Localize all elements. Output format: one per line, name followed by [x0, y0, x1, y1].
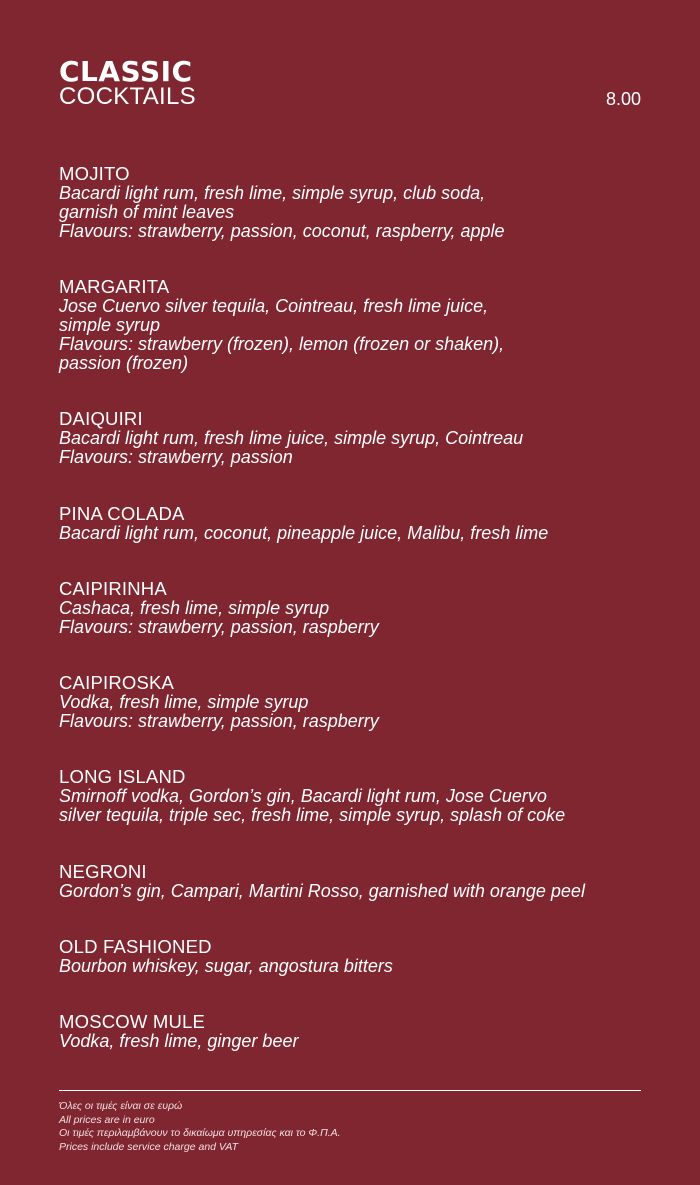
cocktail-description-line: Jose Cuervo silver tequila, Cointreau, fresh lime juice, [59, 296, 489, 316]
cocktail-flavours-line: Flavours: strawberry, passion, raspberry [59, 617, 379, 637]
footnote-prices-euro-greek: Όλες οι τιμές είναι σε ευρώ [59, 1100, 183, 1112]
cocktail-description-line: Bourbon whiskey, sugar, angostura bitters [59, 956, 393, 976]
cocktail-item-mojito [59, 164, 659, 241]
cocktail-name: LONG ISLAND [59, 766, 186, 787]
cocktail-item-caipiroska [59, 673, 659, 731]
cocktail-flavours-line: Flavours: strawberry (frozen), lemon (frozen or shaken), [59, 334, 505, 354]
cocktail-description-line: Bacardi light rum, fresh lime juice, simple syrup, Cointreau [59, 428, 524, 448]
footnote-service-charge: Prices include service charge and VAT [59, 1140, 238, 1153]
cocktail-name: MOSCOW MULE [59, 1011, 206, 1032]
footnote-prices-euro: All prices are in euro [59, 1113, 155, 1126]
cocktail-name: OLD FASHIONED [59, 936, 212, 957]
cocktail-description-line: Cashaca, fresh lime, simple syrup [59, 598, 330, 618]
cocktail-item-pina-colada [59, 504, 659, 543]
cocktail-description-line: Bacardi light rum, fresh lime, simple syrup, club soda, [59, 183, 486, 203]
menu-section-header [59, 55, 196, 110]
cocktail-name: CAIPIRINHA [59, 578, 167, 599]
cocktail-item-caipirinha [59, 579, 659, 637]
cocktail-flavours-line: Flavours: strawberry, passion, coconut, raspberry, apple [59, 221, 505, 241]
cocktail-description-line: garnish of mint leaves [59, 202, 235, 222]
footer-notes [59, 1100, 341, 1154]
cocktail-flavours-line: passion (frozen) [59, 353, 189, 373]
cocktail-description-line: simple syrup [59, 315, 161, 335]
section-price: 8.00 [605, 89, 641, 109]
cocktail-description-line: silver tequila, triple sec, fresh lime, simple syrup, splash of coke [59, 805, 566, 825]
cocktail-description-line: Gordon’s gin, Campari, Martini Rosso, garnished with orange peel [59, 881, 585, 901]
cocktail-description-line: Bacardi light rum, coconut, pineapple juice, Malibu, fresh lime [59, 523, 549, 543]
section-title-cocktails: COCKTAILS [59, 83, 196, 110]
cocktail-item-moscow-mule [59, 1012, 659, 1051]
cocktail-name: PINA COLADA [59, 503, 185, 524]
cocktail-item-margarita [59, 277, 659, 373]
cocktail-description-line: Vodka, fresh lime, ginger beer [59, 1031, 299, 1051]
cocktail-flavours-line: Flavours: strawberry, passion [59, 447, 293, 467]
cocktail-item-long-island [59, 767, 659, 825]
cocktail-item-old-fashioned [59, 937, 659, 976]
cocktail-flavours-line: Flavours: strawberry, passion, raspberry [59, 711, 379, 731]
cocktail-item-daiquiri [59, 409, 659, 467]
cocktail-description-line: Smirnoff vodka, Gordon’s gin, Bacardi light rum, Jose Cuervo [59, 786, 547, 806]
footnote-service-charge-greek: Οι τιμές περιλαμβάνουν το δικαίωμα υπηρεσίας και το Φ.Π.Α. [59, 1127, 341, 1139]
cocktail-name: DAIQUIRI [59, 408, 143, 429]
section-title-classic: CLASSIC [59, 55, 193, 88]
cocktail-name: MARGARITA [59, 276, 170, 297]
cocktail-name: CAIPIROSKA [59, 672, 175, 693]
cocktail-name: MOJITO [59, 163, 130, 184]
cocktail-description-line: Vodka, fresh lime, simple syrup [59, 692, 309, 712]
footer-divider [59, 1090, 641, 1091]
cocktail-item-negroni [59, 862, 659, 901]
cocktail-name: NEGRONI [59, 861, 147, 882]
